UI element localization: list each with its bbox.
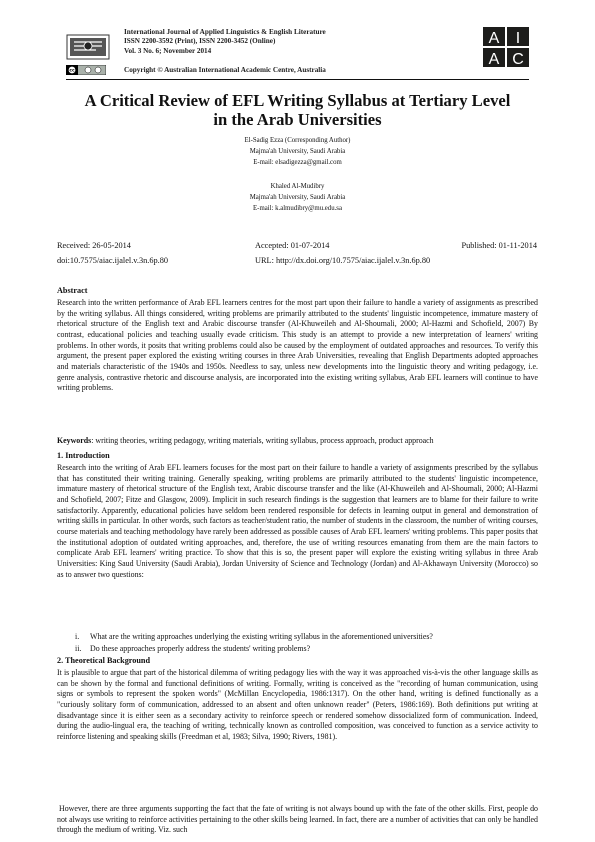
creative-commons-icon <box>66 65 106 75</box>
section-1-heading: 1. Introduction <box>57 451 110 460</box>
title-line-2: in the Arab Universities <box>213 110 382 129</box>
journal-header <box>124 28 326 56</box>
abstract-text: Research into the written performance of Arab EFL learners centres for the most part upon their failure to handle a variety of assignments as prescribed by the writing syllabus. All things considered, writing problems are primarily attributed to the students' linguistic incompetence, immature mastery of rhetorical structure of the English text and Arabic discourse transfer (Al-Khuweileh and Al-Shoumali, 2000; Al-Hazmi and Schofield, 2007) By contrast, educational policies and teaching usually evade criticism. This study is an attempt to provide a new interpretation of learners' writing problems. In other words, it posits that writing problems could also be caused by the employment of outdated approaches and resources. To verify this argument, the present paper explored the existing writing courses in three Arab Universities, revealing that English Departments adopted approaches and materials characteristic of the 1940s and 1950s. Needless to say, unless new developments into the linguistic theory and writing pedagogy, i.e. genre analysis, contrastive rhetoric and discourse analysis, are incorporated into the existing writing syllabus, Arab EFL learners will continue to have writing problems. <box>57 298 538 393</box>
question-item <box>75 644 537 655</box>
url-link[interactable]: URL: http://dx.doi.org/10.7575/aiac.ijalel.v.3n.6p.80 <box>255 256 431 265</box>
section-2-text-continued: However, there are three arguments supporting the fact that the fate of writing is not always bound up with the fate of the other skills. First, people do not always use writing to reinforce activities pertaining to the other skills being learned. In fact, there are a number of activities that can only be handled through the medium of writing. Viz. such <box>57 804 538 835</box>
published-date: Published: 01-11-2014 <box>461 241 537 250</box>
question-number: ii. <box>75 644 82 653</box>
aiac-logo-icon <box>483 27 529 67</box>
keywords-line <box>57 436 538 447</box>
section-2-text: It is plausible to argue that part of the historical dilemma of writing pedagogy lies with the way it was approached vis-à-vis the other language skills as can be shown by the formal and functional definitions of writing. Formally, writing is conceived as the "recording of human communication, using signs or symbols to represent the spoken words" (McMillan Encyclopedia, 1986:1317). On the other hand, writing is defined functionally as a "curiously solitary form of communication, addressed to an absent and often unknown reader" (Peters, 1986:169). Both definitions put writing at disadvantage since it is either seen as a secondary activity to reinforce speech or rendered somehow dissocialized form of communication. Indeed, during the audio-lingual era, the teaching of writing, technically known as controlled composition, was conceived to function as a service activity to reinforce listening and speaking skills (Freedman et al, 1983; Silva, 1990; Rivers, 1981). <box>57 668 538 741</box>
journal-name: International Journal of Applied Linguistics & English Literature <box>124 28 326 36</box>
doi-row <box>57 256 537 267</box>
aiac-letter-2: I <box>515 30 521 47</box>
author-1-block <box>60 135 535 169</box>
section-1-text: Research into the writing of Arab EFL learners focuses for the most part on their failure to handle a variety of assignments prescribed by the syllabus that has constituted their writing training. Generally speaking, writing problems are primarily attributed to the students' linguistic incompetence, immature mastery of rhetorical structure of the English text, Arabic discourse transfer and the like (Al-Khuweileh and Al-Shoumali, 2000; Al-Hazmi and Schofield, 2007; Fitze and Glasgow, 2009). Implicit in such research findings is the suggestion that learners are to blame for their failure to write satisfactorily. Apparently, educational policies have seldom been rendered responsible for defects in learning output in general and demonstration of writing skills in particular. In other words, such factors as teacher/student ratio, the number of students in the classroom, the number of writing courses, course materials and teaching methodology have rarely been addressed as possible causes of Arab EFL learners' writing problems. This paper posits that the institutional adoption of outdated writing approaches, and, therefore, the use of writing resources emanating from them are the main factors to complicate Arab EFL learners' writing practice. To show that this is so, the present paper will explore the existing writing syllabus in three Arab Universities: King Saud University (Saudi Arabia), Jordan University of Science and Technology (Jordan) and Al-Akhawayn University (Morocco) so as to answer two questions: <box>57 463 538 579</box>
journal-logo-icon <box>66 33 110 61</box>
author-1-email: E-mail: elsadigezza@gmail.com <box>253 159 342 167</box>
question-text: Do these approaches properly address the students' writing problems? <box>90 644 311 653</box>
abstract-heading: Abstract <box>57 286 88 295</box>
author-1-name: El-Sadig Ezza (Corresponding Author) <box>244 137 351 144</box>
accepted-date: Accepted: 01-07-2014 <box>255 241 330 250</box>
section-2-heading: 2. Theoretical Background <box>57 656 151 665</box>
author-2-block <box>60 181 535 215</box>
keywords-list: : writing theories, writing pedagogy, writing materials, writing syllabus, process approach, product approach <box>91 436 434 445</box>
aiac-letter-1: A <box>488 30 500 47</box>
title-line-1: A Critical Review of EFL Writing Syllabus at Tertiary Level <box>84 91 511 110</box>
keywords-label: Keywords <box>57 436 92 445</box>
journal-issn: ISSN 2200-3592 (Print), ISSN 2200-3452 (Online) <box>124 37 276 46</box>
doi-text: doi:10.7575/aiac.ijalel.v.3n.6p.80 <box>57 256 168 265</box>
aiac-letter-3: A <box>488 51 500 67</box>
cc-badge-text: cc <box>69 68 75 74</box>
question-number: i. <box>75 632 80 641</box>
author-2-email: E-mail: k.almudibry@mu.edu.sa <box>253 205 342 213</box>
received-date: Received: 26-05-2014 <box>57 241 131 250</box>
header-divider <box>66 79 529 80</box>
copyright-line: Copyright © Australian International Academic Centre, Australia <box>124 66 326 74</box>
paper-title <box>60 91 535 129</box>
dates-row <box>57 241 537 252</box>
question-text: What are the writing approaches underlying the existing writing syllabus in the aforementioned universities? <box>90 632 433 641</box>
author-1-affiliation: Majma'ah University, Saudi Arabia <box>249 148 346 156</box>
question-item <box>75 632 537 643</box>
aiac-letter-4: C <box>512 51 524 67</box>
author-2-affiliation: Majma'ah University, Saudi Arabia <box>249 194 346 202</box>
author-2-name: Khaled Al-Mudibry <box>270 183 325 190</box>
journal-volume: Vol. 3 No. 6; November 2014 <box>124 46 212 55</box>
